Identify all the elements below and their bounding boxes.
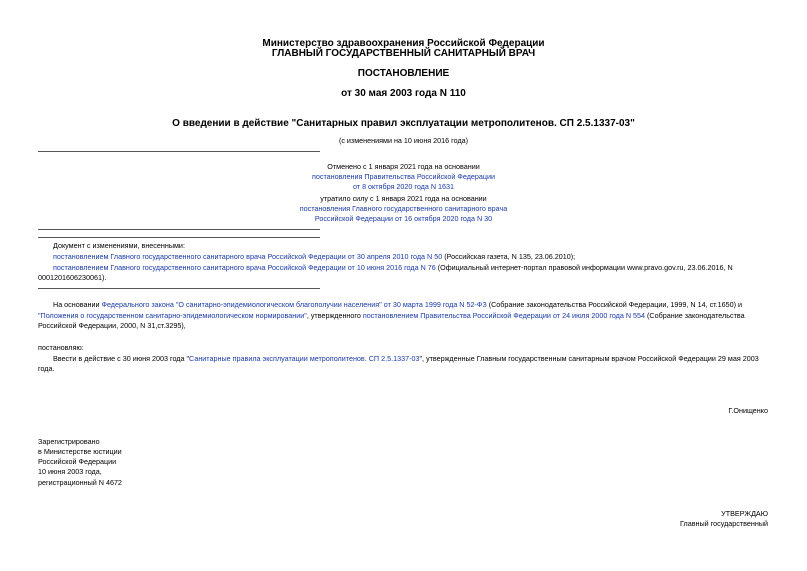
amendment-note: (с изменениями на 10 июня 2016 года) bbox=[338, 136, 469, 145]
status-link-2a[interactable]: постановления Главного государственного санитарного врача bbox=[299, 204, 508, 213]
registration-line: Российской Федерации bbox=[38, 457, 117, 466]
change-source-2: (Официальный интернет-портал правовой информации www.pravo.gov.ru, 23.06.2016, N bbox=[435, 263, 733, 272]
status-link-1b[interactable]: от 8 октября 2020 года N 1631 bbox=[352, 182, 455, 191]
body-paragraph-3 bbox=[53, 354, 793, 364]
doc-type: ПОСТАНОВЛЕНИЕ bbox=[357, 68, 450, 79]
status-link-1a[interactable]: постановления Правительства Российской Федерации bbox=[311, 172, 496, 181]
law-link[interactable]: Федерального закона "О санитарно-эпидемиологическом благополучии населения" от 30 марта 1999 года N 52-ФЗ bbox=[101, 300, 487, 309]
body-paragraph-1-line3: Российской Федерации, 2000, N 31,ст.3295), bbox=[38, 321, 186, 330]
ministry-heading: Министерство здравоохранения Российской Федерации bbox=[262, 38, 545, 49]
change-link-1[interactable]: постановлением Главного государственного санитарного врача Российской Федерации от 30 апреля 2010 года N 50 bbox=[53, 252, 443, 261]
separator-rule bbox=[38, 229, 320, 230]
change-item bbox=[53, 263, 783, 273]
separator-rule bbox=[38, 151, 320, 152]
signature: Г.Онищенко bbox=[728, 406, 768, 415]
status-repealed: Отменено с 1 января 2021 года на основании bbox=[327, 162, 480, 171]
registration-line: Зарегистрировано bbox=[38, 437, 100, 446]
government-decree-link[interactable]: постановлением Правительства Российской Федерации от 24 июля 2000 года N 554 bbox=[362, 311, 646, 320]
chief-heading: ГЛАВНЫЙ ГОСУДАРСТВЕННЫЙ САНИТАРНЫЙ ВРАЧ bbox=[271, 48, 536, 59]
approval-heading: УТВЕРЖДАЮ bbox=[721, 509, 768, 518]
registration-line: в Министерстве юстиции bbox=[38, 447, 122, 456]
resolve-word: постановляю: bbox=[38, 343, 84, 352]
doc-title: О введении в действие "Санитарных правил эксплуатации метрополитенов. СП 2.5.1337-03" bbox=[172, 118, 635, 129]
body-paragraph-1-line2 bbox=[38, 311, 788, 321]
registration-line: регистрационный N 4672 bbox=[38, 478, 122, 487]
body-text: (Собрание законодательства bbox=[645, 311, 745, 320]
body-text: Ввести в действие с 30 июня 2003 года " bbox=[53, 354, 190, 363]
change-item bbox=[53, 252, 773, 262]
sanitary-rules-link[interactable]: Санитарные правила эксплуатации метрополитенов. СП 2.5.1337-03 bbox=[189, 354, 420, 363]
body-text: (Собрание законодательства Российской Федерации, 1999, N 14, ст.1650) и bbox=[486, 300, 743, 309]
body-text: ", утвержденные Главным государственным санитарным врачом Российской Федерации 29 мая 2003 bbox=[419, 354, 759, 363]
body-text: , утвержденного bbox=[306, 311, 363, 320]
doc-date: от 30 мая 2003 года N 110 bbox=[341, 88, 466, 99]
body-paragraph-3-line2: года. bbox=[38, 364, 55, 373]
body-text: На основании bbox=[53, 300, 102, 309]
separator-rule bbox=[38, 288, 320, 289]
status-expired: утратило силу с 1 января 2021 года на основании bbox=[320, 194, 487, 203]
status-link-2b[interactable]: Российской Федерации от 16 октября 2020 года N 30 bbox=[314, 214, 493, 223]
change-source-2-cont: 0001201606230061). bbox=[38, 273, 107, 282]
changes-intro: Документ с изменениями, внесенными: bbox=[53, 241, 185, 250]
separator-rule bbox=[38, 237, 320, 238]
body-paragraph-1 bbox=[53, 300, 793, 310]
change-link-2[interactable]: постановлением Главного государственного санитарного врача Российской Федерации от 10 июня 2016 года N 76 bbox=[53, 263, 436, 272]
registration-line: 10 июня 2003 года, bbox=[38, 467, 102, 476]
change-source-1: (Российская газета, N 135, 23.06.2010); bbox=[442, 252, 576, 261]
approval-position: Главный государственный bbox=[680, 519, 768, 528]
regulation-link[interactable]: "Положения о государственном санитарно-эпидемиологическом нормировании" bbox=[38, 311, 307, 320]
